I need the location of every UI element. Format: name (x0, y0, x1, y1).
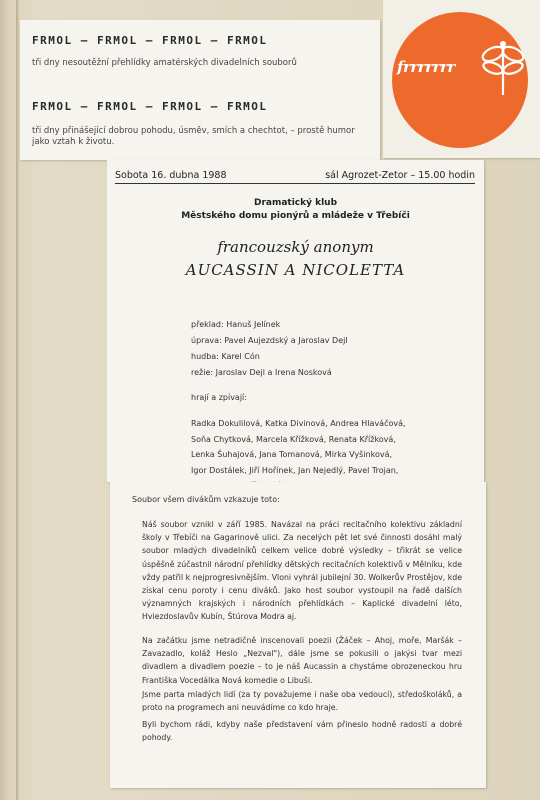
leaflet-line-1: tři dny nesoutěžní přehlídky amatérských divadelních souborů (32, 58, 297, 68)
performance-header (115, 170, 475, 184)
message-paragraph-wish: Byli bychom rádi, kdyby naše představení vám přineslo hodně radosti a dobré pohody. (142, 720, 462, 743)
frmol-banner-2: FRMOL – FRMOL – FRMOL – FRMOL (32, 100, 268, 113)
festival-logo-card (383, 0, 540, 158)
play-title: AUCASSIN A NICOLETTA (185, 261, 406, 279)
cast-line: Lenka Šuhajová, Jana Tomanová, Mirka Vyšinková, (191, 450, 393, 459)
credit-translation: překlad: Hanuš Jelínek (191, 320, 281, 329)
play-author: francouzský anonym (217, 238, 374, 256)
club-organisation: Městského domu pionýrů a mládeže v Třebíči (181, 211, 410, 221)
club-name: Dramatický klub (253, 198, 338, 208)
dragonfly-icon (479, 36, 527, 98)
credit-direction: režie: Jaroslav Dejl a Irena Nosková (191, 368, 332, 377)
credit-music: hudba: Karel Cón (191, 352, 260, 361)
leaflet-line-2: tři dny přinášející dobrou pohodu, úsměv, smích a chechtot, – prostě humor jako vztah k životu. (32, 126, 355, 147)
cast-line: Soňa Chytková, Marcela Křížková, Renata Křížková, (191, 434, 396, 444)
cast-line: Igor Dostálek, Jiří Hořínek, Jan Nejedlý, Pavel Trojan, (191, 465, 399, 475)
credit-adaptation: úprava: Pavel Aujezdský a Jaroslav Dejl (191, 336, 348, 345)
message-paragraph-repertoire: Na začátku jsme netradičně inscenovali poezii (Žáček – Ahoj, moře, Maršák – Zavazadlo, koláž Heslo „Nezval"), dále jsme se pokusili o jakýsi tvar mezi divadlem a divadlem poezie – to je náš Aucassin a chystáme obrozeneckou hru Františka Vocedálka Nová komedie o Libuši. (142, 636, 462, 685)
message-heading: Soubor všem divákům vzkazuje toto: (132, 495, 280, 504)
performance-venue: sál Agrozet-Zetor – 15.00 hodin (325, 170, 475, 181)
frmol-banner-1: FRMOL – FRMOL – FRMOL – FRMOL (32, 34, 268, 47)
festival-leaflet (20, 20, 380, 160)
cast-heading: hrají a zpívají: (191, 393, 247, 402)
message-paragraph-history: Náš soubor vznikl v září 1985. Navázal na práci recitačního kolektivu základní školy v Třebíči na Gagarinově ulici. Za necelých pět let své činnosti dosáhl malý soubor mladých divadelníků celkem velice dobré výsledky – třikrát se velice úspěšně zúčastnil národní přehlídky dětských recitačních kolektivů v Mělníku, kde vždy patřil k nejprogresivnějším. Vloni vyhrál jubilejní 30. Wolkerův Prostějov, kde získal cenu poroty i cenu diváků. Jako host soubor vystoupil na řadě dalších významných krajských i národních přehlídkách – Kaplické divadelní léto, Hviezdoslavův Kubín, Štúrova Modra aj. (142, 520, 462, 622)
message-paragraph-group: Jsme parta mladých lidí (za ty považujeme i naše oba vedoucí), středoškoláků, a proto na programech ani neuvádíme co kdo hraje. (142, 690, 462, 713)
album-binding-edge (16, 0, 19, 800)
logo-text: frrrrrrr (397, 58, 455, 76)
program-sheet (107, 160, 484, 482)
performance-date: Sobota 16. dubna 1988 (115, 170, 227, 181)
cast-line: Radka Dokulilová, Katka Divinová, Andrea Hlaváčová, (191, 419, 406, 428)
ensemble-message-sheet (110, 482, 486, 788)
